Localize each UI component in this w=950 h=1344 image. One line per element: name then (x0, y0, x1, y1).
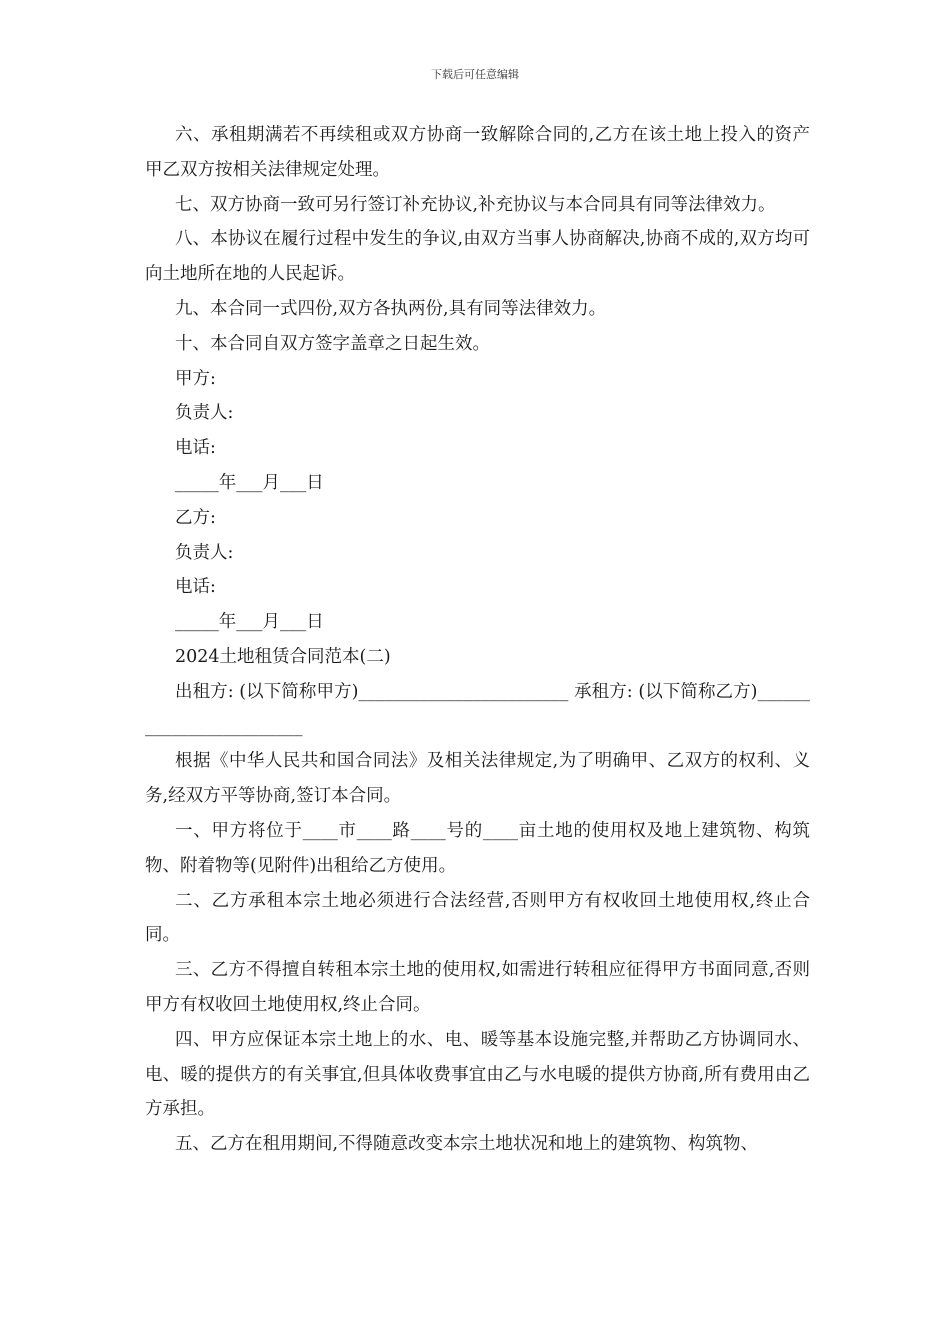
clause-9: 九、本合同一式四份,双方各执两份,具有同等法律效力。 (175, 298, 607, 319)
party-a-person-label: 负责人: (175, 403, 234, 424)
party-b-phone-label: 电话: (175, 577, 216, 598)
party-a-date: _____年___月___日 (175, 472, 324, 493)
party-b-person-label: 负责人: (175, 542, 234, 563)
clause-7: 七、双方协商一致可另行签订补充协议,补充协议与本合同具有同等法律效力。 (175, 194, 776, 215)
clause-5: 五、乙方在租用期间,不得随意改变本宗土地状况和地上的建筑物、构筑物、 (175, 1134, 759, 1155)
party-b-label: 乙方: (175, 507, 216, 528)
clause-8: 八、本协议在履行过程中发生的争议,由双方当事人协商解决,协商不成的,双方均可向土地所在地的人民起诉。 (145, 229, 810, 285)
clause-2: 二、乙方承租本宗土地必须进行合法经营,否则甲方有权收回土地使用权,终止合同。 (145, 890, 810, 946)
clause-1: 一、甲方将位于____市____路____号的____亩土地的使用权及地上建筑物、构筑物、附着物等(见附件)出租给乙方使用。 (145, 820, 810, 876)
preamble: 根据《中华人民共和国合同法》及相关法律规定,为了明确甲、乙双方的权利、义务,经双方平等协商,签订本合同。 (145, 751, 810, 807)
page-header: 下载后可任意编辑 (431, 68, 519, 81)
party-a-label: 甲方: (175, 368, 216, 389)
parties-line: 出租方: (以下简称甲方)________________________ 承租方: (以下简称乙方)________________________ (145, 681, 810, 737)
clause-10: 十、本合同自双方签字盖章之日起生效。 (175, 333, 490, 354)
clause-6: 六、承租期满若不再续租或双方协商一致解除合同的,乙方在该土地上投入的资产甲乙双方按相关法律规定处理。 (145, 125, 810, 180)
clause-3: 三、乙方不得擅自转租本宗土地的使用权,如需进行转租应征得甲方书面同意,否则甲方有权收回土地使用权,终止合同。 (145, 960, 810, 1015)
clause-4: 四、甲方应保证本宗土地上的水、电、暖等基本设施完整,并帮助乙方协调同水、电、暖的提供方的有关事宜,但具体收费事宜由乙与水电暖的提供方协商,所有费用由乙方承担。 (145, 1029, 810, 1120)
document-body (145, 118, 810, 1162)
party-b-date: _____年___月___日 (175, 612, 324, 633)
party-a-phone-label: 电话: (175, 438, 216, 459)
section-title: 2024土地租赁合同范本(二) (175, 646, 391, 667)
